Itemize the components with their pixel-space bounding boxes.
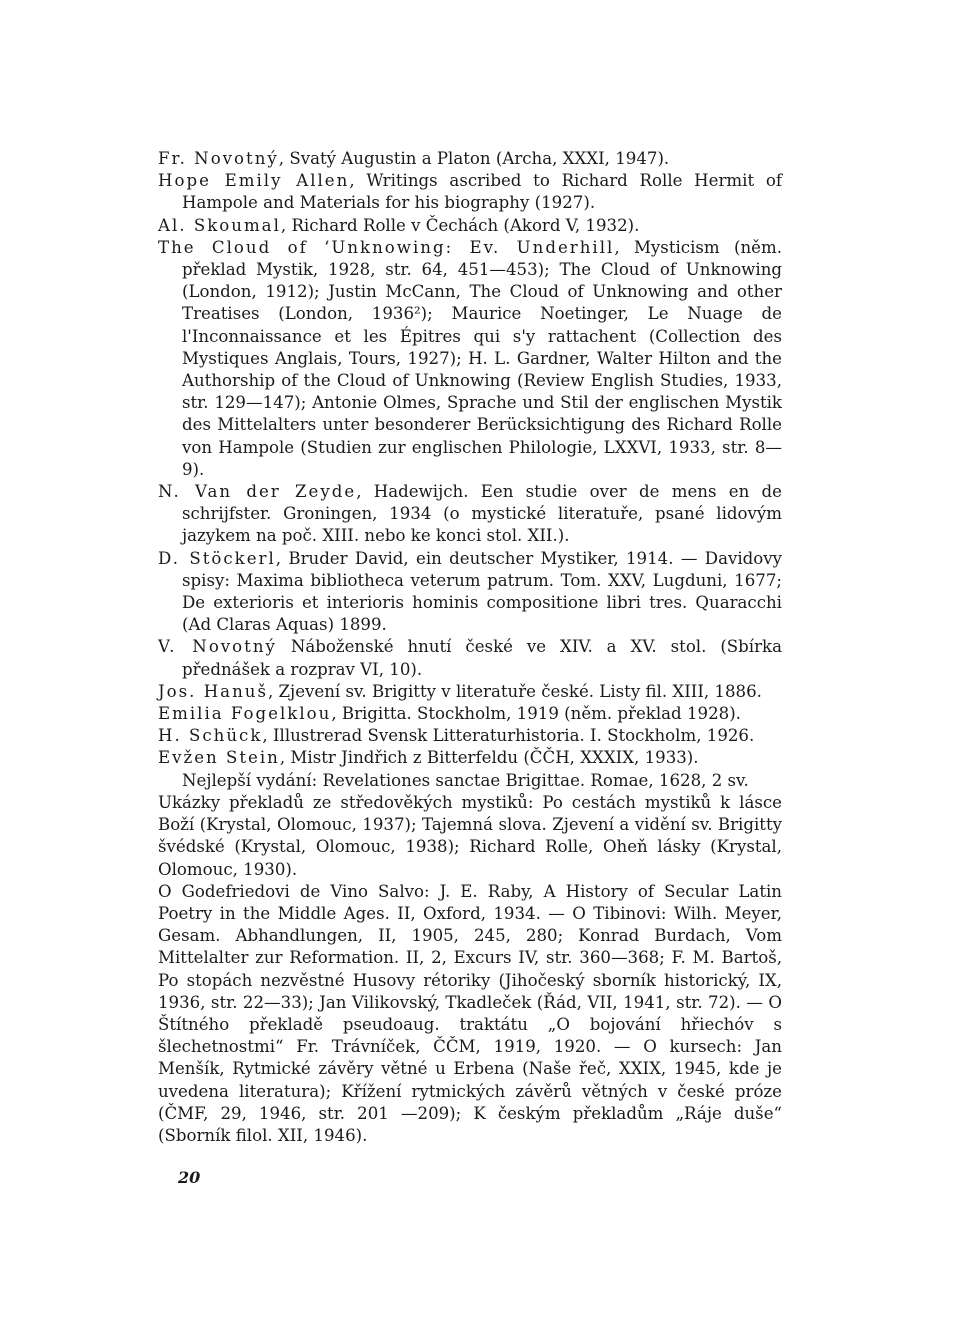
author-name: D. Stöckerl (158, 548, 276, 568)
bib-entry-novotny-fr (158, 148, 782, 170)
document-page (158, 148, 782, 1147)
entry-text: Náboženské hnutí české ve XIV. a XV. stol. (Sbírka přednášek a rozprav VI, 10). (182, 637, 782, 679)
entry-text: , Mysticism (něm. překlad Mystik, 1928, str. 64, 451—453); The Cloud of Unknowing (London, 1912); Justin McCann, The Cloud of Unknowing and other Treatises (London, 1936²); Maurice Noetinger, Le Nuage de l'Inconnaissance et les Épitres qui s'y rattachent (Collection des Mystiques Anglais, Tours, 1927); H. L. Gardner, Walter Hilton and the Authorship of the Cloud of Unknowing (Review English Studies, 1933, str. 129—147); Antonie Olmes, Sprache und Stil der englischen Mystik des Mittelalters unter besonderer Berücksichtigung des Richard Rolle von Hampole (Studien zur englischen Philologie, LXXVI, 1933, str. 8—9). (182, 237, 782, 479)
author-name: Fr. Novotný (158, 149, 279, 168)
entry-text: , Zjevení sv. Brigitty v literatuře české. Listy fil. XIII, 1886. (267, 681, 762, 701)
editions-paragraph (158, 770, 782, 881)
bib-entry-cloud-of-unknowing (158, 237, 782, 481)
entry-text: , Richard Rolle v Čechách (Akord V, 1932). (280, 215, 640, 235)
author-name: Hope Emily Allen (158, 171, 350, 191)
author-name: H. Schück (158, 726, 263, 746)
entry-text: , Bruder David, ein deutscher Mystiker, 1914. — Davidovy spisy: Maxima bibliotheca veterum patrum. Tom. XXV, Lugduni, 1677; De exterioris et interioris hominis compositione libri tres. Quaracchi (Ad Claras Aquas) 1899. (182, 548, 783, 635)
bib-entry-stein (158, 747, 782, 769)
bib-entry-novotny-v (158, 636, 782, 680)
entry-text: , Mistr Jindřich z Bitterfeldu (ČČH, XXXIX, 1933). (279, 748, 699, 768)
sources-paragraph (158, 881, 782, 1147)
sources-text: O Godefriedovi de Vino Salvo: J. E. Raby, A History of Secular Latin Poetry in the Middle Ages. II, Oxford, 1934. — O Tibinovi: Wilh. Meyer, Gesam. Abhandlungen, II, 1905, 245, 280; Konrad Burdach, Vom Mittelalter zur Reformation. II, 2, Excurs IV, str. 360—368; F. M. Bartoš, Po stopách nezvěstné Husovy rétoriky (Jihočeský sborník historický, IX, 1936, str. 22—33); Jan Vilikovský, Tkadleček (Řád, VII, 1941, str. 72). — O Štítného překladě pseudoaug. traktátu „O bojování hřiechóv s šlechetnostmi“ Fr. Trávníček, ČČM, 1919, 1920. — O kursech: Jan Menšík, Rytmické závěry větné u Erbena (Naše řeč, XXIX, 1945, kde je uvedena literatura); Křížení rytmických závěrů větných v české próze (ČMF, 29, 1946, str. 201 —209); K českým překladům „Ráje duše“ (Sborník filol. XII, 1946). (158, 881, 782, 1145)
bib-entry-hanus (158, 681, 782, 703)
entry-text: , Brigitta. Stockholm, 1919 (něm. překlad 1928). (331, 704, 741, 724)
bib-entry-schuck (158, 725, 782, 747)
author-name: V. Novotný (158, 637, 277, 657)
bib-entry-fogelklou (158, 703, 782, 725)
entry-text: , Writings ascribed to Richard Rolle Hermit of Hampole and Materials for his biography (1927). (182, 171, 782, 213)
author-name: Jos. Hanuš (158, 681, 268, 701)
entry-text: , Hadewijch. Een studie over de mens en de schrijfster. Groningen, 1934 (o mystické literatuře, psané lidovým jazykem na poč. XIII. nebo ke konci stol. XII.). (182, 482, 782, 546)
editions-first-line: Nejlepší vydání: Revelationes sanctae Brigittae. Romae, 1628, 2 sv. (182, 770, 749, 790)
editions-rest: Ukázky překladů ze středověkých mystiků: Po cestách mystiků k lásce Boží (Krystal, Olomouc, 1937); Tajemná slova. Zjevení a vidění sv. Brigitty švédské (Krystal, Olomouc, 1938); Richard Rolle, Oheň lásky (Krystal, Olomouc, 1930). (158, 792, 782, 879)
bib-entry-allen (158, 170, 782, 214)
bib-entry-skoumal (158, 215, 782, 237)
page-number: 20 (178, 1168, 201, 1187)
entry-text: , Illustrerad Svensk Litteraturhistoria. I. Stockholm, 1926. (262, 726, 755, 746)
author-name: N. Van der Zeyde (158, 482, 357, 502)
author-name: Emilia Fogelklou (158, 704, 332, 724)
author-name: Evžen Stein (158, 748, 280, 768)
author-name: Al. Skoumal (158, 215, 281, 235)
bib-entry-stockerl (158, 548, 782, 637)
bib-entry-van-der-zeyde (158, 481, 782, 548)
author-name: The Cloud of ‘Unknowing: Ev. Underhill (158, 237, 615, 257)
entry-text: , Svatý Augustin a Platon (Archa, XXXI, 1947). (278, 149, 670, 168)
